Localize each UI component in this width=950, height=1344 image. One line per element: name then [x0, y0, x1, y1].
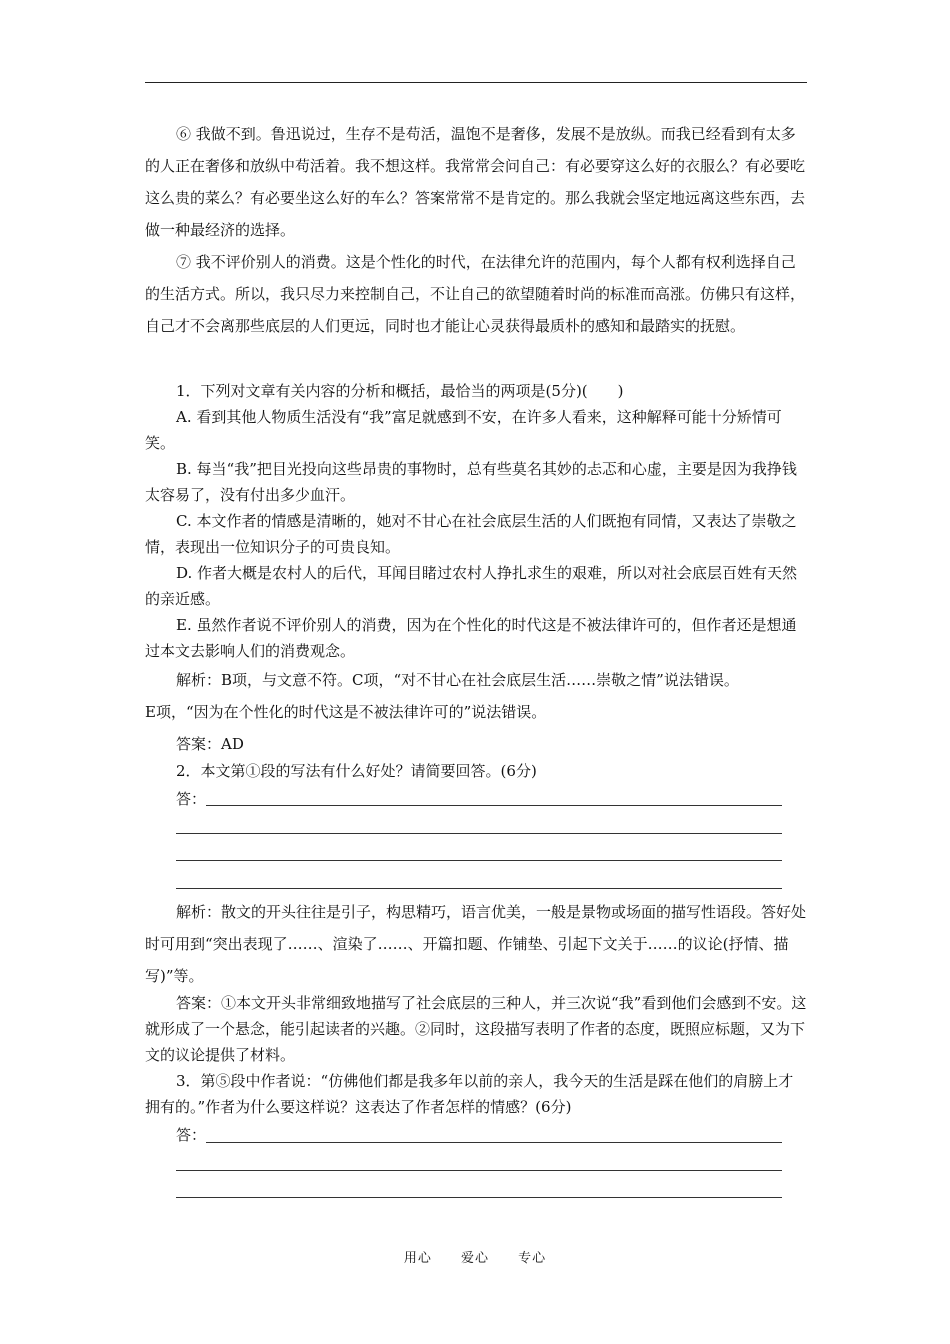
q1-answer: 答案：AD — [176, 735, 244, 753]
q2-stem: 2．本文第①段的写法有什么好处？请简要回答。(6分) — [176, 762, 537, 780]
page-footer — [0, 1247, 950, 1266]
q1-option-b: B. 每当“我”把目光投向这些昂贵的事物时，总有些莫名其妙的忐忑和心虚，主要是因为我挣钱太容易了，没有付出多少血汗。 — [145, 460, 797, 504]
q3-answer-label: 答： — [176, 1126, 207, 1144]
q1-analysis — [145, 664, 807, 760]
q2-analysis: 解析：散文的开头往往是引子，构思精巧，语言优美，一般是景物或场面的描写性语段。答好处时可用到“突出表现了……、渲染了……、开篇扣题、作铺垫、引起下文关于……的议论(抒情、描写)”等。 — [145, 903, 807, 985]
q2-answer-line-4[interactable] — [176, 888, 782, 889]
q1-option-e: E. 虽然作者说不评价别人的消费，因为在个性化的时代这是不被法律许可的，但作者还是想通过本文去影响人们的消费观念。 — [145, 616, 797, 660]
q1-option-c: C. 本文作者的情感是清晰的，她对不甘心在社会底层生活的人们既抱有同情，又表达了崇敬之情，表现出一位知识分子的可贵良知。 — [145, 512, 797, 556]
q2-answer-line-1[interactable] — [206, 805, 782, 806]
q1-option-d: D. 作者大概是农村人的后代，耳闻目睹过农村人挣扎求生的艰难，所以对社会底层百姓有天然的亲近感。 — [145, 564, 798, 608]
footer-text-2: 爱心 — [460, 1251, 489, 1266]
footer-text-3: 专心 — [518, 1251, 547, 1266]
passage-block — [145, 118, 807, 342]
footer-text-1: 用心 — [403, 1251, 432, 1266]
q2-stem-block — [145, 758, 807, 784]
q2-answer: 答案：①本文开头非常细致地描写了社会底层的三种人，并三次说“我”看到他们会感到不安。这就形成了一个悬念，能引起读者的兴趣。②同时，这段描写表明了作者的态度，既照应标题，又为下文的议论提供了材料。 — [145, 994, 807, 1064]
q2-answer-line-2[interactable] — [176, 833, 782, 834]
q3-stem-block — [145, 1068, 807, 1120]
q2-answer-label: 答： — [176, 790, 207, 808]
question-1 — [145, 378, 807, 664]
q1-analysis-line2: E项，“因为在个性化的时代这是不被法律许可的”说法错误。 — [145, 703, 547, 721]
q3-answer-line-3[interactable] — [176, 1197, 782, 1198]
q1-analysis-line1: 解析：B项，与文意不符。C项，“对不甘心在社会底层生活……崇敬之情”说法错误。 — [176, 671, 739, 689]
q3-answer-line-1[interactable] — [206, 1142, 782, 1143]
q2-analysis-block — [145, 896, 807, 992]
q2-answer-block — [145, 990, 807, 1068]
q1-stem: 1．下列对文章有关内容的分析和概括，最恰当的两项是(5分)( ) — [176, 382, 624, 400]
paragraph-6: ⑥ 我做不到。鲁迅说过，生存不是苟活，温饱不是奢侈，发展不是放纵。而我已经看到有太多的人正在奢侈和放纵中苟活着。我不想这样。我常常会问自己：有必要穿这么好的衣服么？有必要吃这么贵的菜么？有必要坐这么好的车么？答案常常不是肯定的。那么我就会坚定地远离这些东西，去做一种最经济的选择。 — [145, 125, 806, 239]
q2-answer-line-3[interactable] — [176, 860, 782, 861]
q1-option-a: A. 看到其他人物质生活没有“我”富足就感到不安，在许多人看来，这种解释可能十分矫情可笑。 — [145, 408, 782, 452]
paragraph-7: ⑦ 我不评价别人的消费。这是个性化的时代，在法律允许的范围内，每个人都有权利选择自己的生活方式。所以，我只尽力来控制自己，不让自己的欲望随着时尚的标准而高涨。仿佛只有这样，自己才不会离那些底层的人们更远，同时也才能让心灵获得最质朴的感知和最踏实的抚慰。 — [145, 253, 806, 335]
q3-answer-line-2[interactable] — [176, 1170, 782, 1171]
header-rule — [145, 82, 807, 83]
q3-stem: 3．第⑤段中作者说：“仿佛他们都是我多年以前的亲人，我今天的生活是踩在他们的肩膀上才拥有的。”作者为什么要这样说？这表达了作者怎样的情感？(6分) — [145, 1072, 794, 1116]
